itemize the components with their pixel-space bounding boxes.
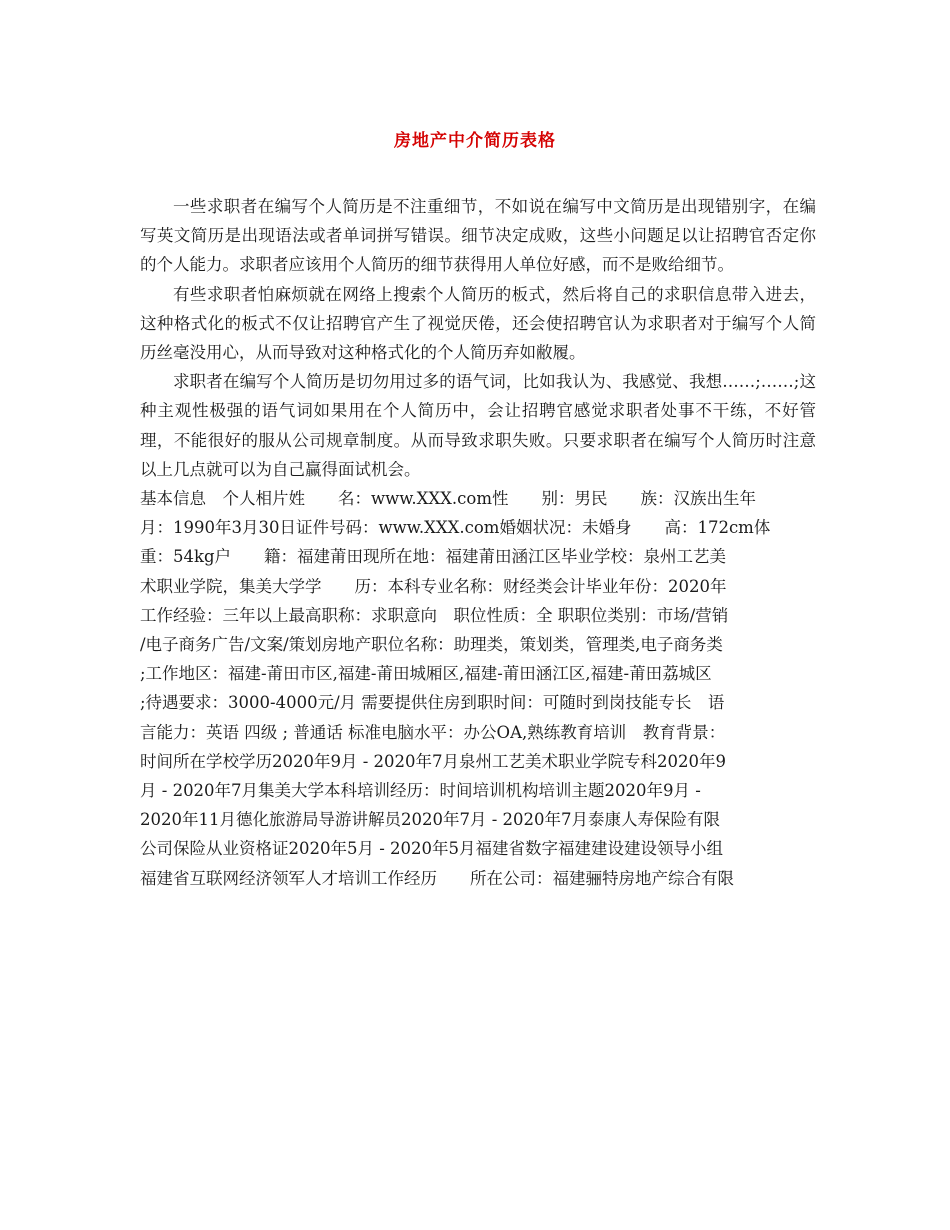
document-body <box>140 192 816 893</box>
info-line: 月 - 2020年7月集美大学本科培训经历：时间培训机构培训主题2020年9月 - <box>140 781 701 801</box>
paragraph-3: 求职者在编写个人简历是切勿用过多的语气词，比如我认为、我感觉、我想……;……;这种主观性极强的语气词如果用在个人简历中，会让招聘官感觉求职者处事不干练，不好管理，不能很好的服从公司规章制度。从而导致求职失败。只要求职者在编写个人简历时注意以上几点就可以为自己赢得面试机会。 <box>140 372 816 479</box>
resume-info-block <box>140 484 816 893</box>
document-title: 房地产中介简历表格 <box>394 131 556 151</box>
info-line: 工作经验：三年以上最高职称：求职意向 职位性质：全 职职位类别：市场/营销 <box>140 605 729 625</box>
info-line: 术职业学院，集美大学学 历：本科专业名称：财经类会计毕业年份：2020年 <box>140 576 727 596</box>
info-line: ;待遇要求：3000-4000元/月 需要提供住房到职时间：可随时到岗技能专长 语 <box>140 693 725 713</box>
info-line: ;工作地区：福建-莆田市区,福建-莆田城厢区,福建-莆田涵江区,福建-莆田荔城区 <box>140 664 712 684</box>
info-line: 福建省互联网经济领军人才培训工作经历 所在公司：福建骊特房地产综合有限 <box>140 868 734 888</box>
info-line: 月：1990年3月30日证件号码：www.XXX.com婚姻状况：未婚身 高：172cm体 <box>140 518 771 538</box>
paragraph-2: 有些求职者怕麻烦就在网络上搜索个人简历的板式，然后将自己的求职信息带入进去，这种格式化的板式不仅让招聘官产生了视觉厌倦，还会使招聘官认为求职者对于编写个人简历丝毫没用心，从而导致对这种格式化的个人简历弃如敝履。 <box>140 284 816 363</box>
info-line: 言能力：英语 四级 ; 普通话 标准电脑水平：办公OA,熟练教育培训 教育背景： <box>140 722 726 742</box>
info-line: 时间所在学校学历2020年9月 - 2020年7月泉州工艺美术职业学院专科2020年9 <box>140 751 727 771</box>
info-line: 2020年11月德化旅游局导游讲解员2020年7月 - 2020年7月泰康人寿保险有限 <box>140 810 721 830</box>
info-line: 基本信息 个人相片姓 名：www.XXX.com性 别：男民 族：汉族出生年 <box>140 489 756 509</box>
info-line: 重：54kg户 籍：福建莆田现所在地：福建莆田涵江区毕业学校：泉州工艺美 <box>140 547 727 567</box>
info-line: 公司保险从业资格证2020年5月 - 2020年5月福建省数字福建建设建设领导小组 <box>140 839 724 859</box>
info-line: /电子商务广告/文案/策划房地产职位名称：助理类，策划类，管理类,电子商务类 <box>140 635 723 655</box>
paragraph-1: 一些求职者在编写个人简历是不注重细节，不如说在编写中文简历是出现错别字，在编写英文简历是出现语法或者单词拼写错误。细节决定成败，这些小问题足以让招聘官否定你的个人能力。求职者应该用个人简历的细节获得用人单位好感，而不是败给细节。 <box>140 197 816 275</box>
